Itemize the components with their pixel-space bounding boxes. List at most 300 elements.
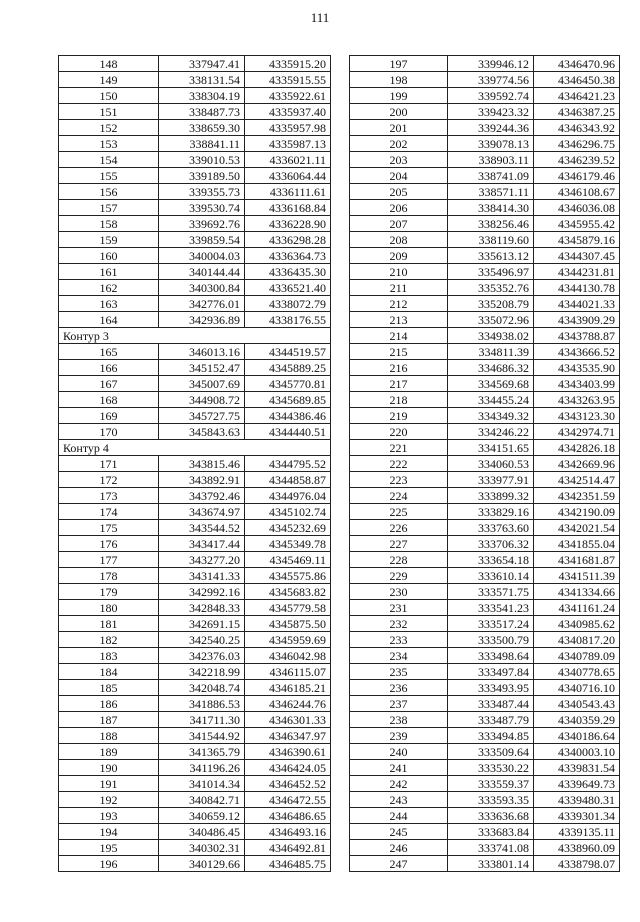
y-coordinate-cell: 4345575.86 — [245, 568, 331, 584]
y-coordinate-cell: 4345779.58 — [245, 600, 331, 616]
point-number-cell: 200 — [350, 104, 448, 120]
y-coordinate-cell: 4342669.96 — [534, 456, 620, 472]
x-coordinate-cell: 342048.74 — [159, 680, 245, 696]
table-row — [350, 824, 620, 840]
y-coordinate-cell: 4335922.61 — [245, 88, 331, 104]
table-row — [59, 472, 331, 488]
x-coordinate-cell: 345727.75 — [159, 408, 245, 424]
y-coordinate-cell: 4346301.33 — [245, 712, 331, 728]
point-number-cell: 234 — [350, 648, 448, 664]
contour-header-row — [59, 440, 331, 456]
y-coordinate-cell: 4346036.08 — [534, 200, 620, 216]
point-number-cell: 192 — [59, 792, 159, 808]
x-coordinate-cell: 335352.76 — [448, 280, 534, 296]
x-coordinate-cell: 342848.33 — [159, 600, 245, 616]
point-number-cell: 190 — [59, 760, 159, 776]
y-coordinate-cell: 4342514.47 — [534, 472, 620, 488]
x-coordinate-cell: 333517.24 — [448, 616, 534, 632]
y-coordinate-cell: 4346390.61 — [245, 744, 331, 760]
table-row — [59, 392, 331, 408]
point-number-cell: 225 — [350, 504, 448, 520]
table-row — [350, 344, 620, 360]
x-coordinate-cell: 333500.79 — [448, 632, 534, 648]
y-coordinate-cell: 4346239.52 — [534, 152, 620, 168]
point-number-cell: 226 — [350, 520, 448, 536]
x-coordinate-cell: 341711.30 — [159, 712, 245, 728]
point-number-cell: 161 — [59, 264, 159, 280]
y-coordinate-cell: 4344386.46 — [245, 408, 331, 424]
point-number-cell: 232 — [350, 616, 448, 632]
table-row — [350, 552, 620, 568]
x-coordinate-cell: 345152.47 — [159, 360, 245, 376]
table-row — [59, 264, 331, 280]
x-coordinate-cell: 333487.44 — [448, 696, 534, 712]
point-number-cell: 191 — [59, 776, 159, 792]
table-row — [59, 488, 331, 504]
point-number-cell: 169 — [59, 408, 159, 424]
y-coordinate-cell: 4341511.39 — [534, 568, 620, 584]
y-coordinate-cell: 4345879.16 — [534, 232, 620, 248]
y-coordinate-cell: 4336111.61 — [245, 184, 331, 200]
x-coordinate-cell: 335072.96 — [448, 312, 534, 328]
y-coordinate-cell: 4344307.45 — [534, 248, 620, 264]
table-row — [59, 824, 331, 840]
point-number-cell: 171 — [59, 456, 159, 472]
table-row — [350, 792, 620, 808]
x-coordinate-cell: 342776.01 — [159, 296, 245, 312]
point-number-cell: 222 — [350, 456, 448, 472]
table-row — [350, 200, 620, 216]
x-coordinate-cell: 334686.32 — [448, 360, 534, 376]
table-row — [59, 648, 331, 664]
point-number-cell: 194 — [59, 824, 159, 840]
y-coordinate-cell: 4346179.46 — [534, 168, 620, 184]
x-coordinate-cell: 345007.69 — [159, 376, 245, 392]
point-number-cell: 193 — [59, 808, 159, 824]
contour-header-row — [59, 328, 331, 344]
point-number-cell: 156 — [59, 184, 159, 200]
point-number-cell: 215 — [350, 344, 448, 360]
x-coordinate-cell: 338487.73 — [159, 104, 245, 120]
x-coordinate-cell: 343792.46 — [159, 488, 245, 504]
point-number-cell: 196 — [59, 856, 159, 872]
y-coordinate-cell: 4343123.30 — [534, 408, 620, 424]
table-row — [350, 408, 620, 424]
table-row — [350, 280, 620, 296]
table-row — [350, 600, 620, 616]
point-number-cell: 205 — [350, 184, 448, 200]
x-coordinate-cell: 342376.03 — [159, 648, 245, 664]
table-row — [350, 184, 620, 200]
y-coordinate-cell: 4340716.10 — [534, 680, 620, 696]
x-coordinate-cell: 334569.68 — [448, 376, 534, 392]
y-coordinate-cell: 4340186.64 — [534, 728, 620, 744]
x-coordinate-cell: 333763.60 — [448, 520, 534, 536]
table-row — [350, 728, 620, 744]
point-number-cell: 246 — [350, 840, 448, 856]
y-coordinate-cell: 4346452.52 — [245, 776, 331, 792]
x-coordinate-cell: 335496.97 — [448, 264, 534, 280]
x-coordinate-cell: 333654.18 — [448, 552, 534, 568]
y-coordinate-cell: 4335915.20 — [245, 56, 331, 72]
point-number-cell: 160 — [59, 248, 159, 264]
table-row — [350, 776, 620, 792]
x-coordinate-cell: 339530.74 — [159, 200, 245, 216]
x-coordinate-cell: 333636.68 — [448, 808, 534, 824]
table-row — [350, 712, 620, 728]
y-coordinate-cell: 4336064.44 — [245, 168, 331, 184]
point-number-cell: 238 — [350, 712, 448, 728]
point-number-cell: 208 — [350, 232, 448, 248]
point-number-cell: 183 — [59, 648, 159, 664]
point-number-cell: 177 — [59, 552, 159, 568]
table-row — [350, 136, 620, 152]
x-coordinate-cell: 338119.60 — [448, 232, 534, 248]
y-coordinate-cell: 4343788.87 — [534, 328, 620, 344]
table-row — [350, 264, 620, 280]
x-coordinate-cell: 339244.36 — [448, 120, 534, 136]
point-number-cell: 168 — [59, 392, 159, 408]
x-coordinate-cell: 342936.89 — [159, 312, 245, 328]
table-row — [350, 520, 620, 536]
point-number-cell: 220 — [350, 424, 448, 440]
y-coordinate-cell: 4344858.87 — [245, 472, 331, 488]
table-row — [59, 152, 331, 168]
y-coordinate-cell: 4346343.92 — [534, 120, 620, 136]
point-number-cell: 189 — [59, 744, 159, 760]
point-number-cell: 165 — [59, 344, 159, 360]
y-coordinate-cell: 4336435.30 — [245, 264, 331, 280]
x-coordinate-cell: 340129.66 — [159, 856, 245, 872]
point-number-cell: 188 — [59, 728, 159, 744]
y-coordinate-cell: 4335987.13 — [245, 136, 331, 152]
x-coordinate-cell: 338131.54 — [159, 72, 245, 88]
y-coordinate-cell: 4344231.81 — [534, 264, 620, 280]
x-coordinate-cell: 338841.11 — [159, 136, 245, 152]
point-number-cell: 195 — [59, 840, 159, 856]
table-row — [350, 216, 620, 232]
x-coordinate-cell: 340486.45 — [159, 824, 245, 840]
point-number-cell: 223 — [350, 472, 448, 488]
point-number-cell: 162 — [59, 280, 159, 296]
x-coordinate-cell: 340004.03 — [159, 248, 245, 264]
x-coordinate-cell: 333530.22 — [448, 760, 534, 776]
point-number-cell: 206 — [350, 200, 448, 216]
table-row — [59, 456, 331, 472]
table-row — [59, 808, 331, 824]
table-row — [59, 760, 331, 776]
point-number-cell: 151 — [59, 104, 159, 120]
y-coordinate-cell: 4346472.55 — [245, 792, 331, 808]
y-coordinate-cell: 4338072.79 — [245, 296, 331, 312]
point-number-cell: 235 — [350, 664, 448, 680]
table-row — [350, 120, 620, 136]
point-number-cell: 199 — [350, 88, 448, 104]
x-coordinate-cell: 333829.16 — [448, 504, 534, 520]
y-coordinate-cell: 4342021.54 — [534, 520, 620, 536]
x-coordinate-cell: 339355.73 — [159, 184, 245, 200]
point-number-cell: 187 — [59, 712, 159, 728]
y-coordinate-cell: 4346296.75 — [534, 136, 620, 152]
x-coordinate-cell: 335208.79 — [448, 296, 534, 312]
table-row — [59, 168, 331, 184]
y-coordinate-cell: 4340985.62 — [534, 616, 620, 632]
x-coordinate-cell: 339078.13 — [448, 136, 534, 152]
y-coordinate-cell: 4336521.40 — [245, 280, 331, 296]
table-row — [59, 184, 331, 200]
point-number-cell: 184 — [59, 664, 159, 680]
table-row — [59, 536, 331, 552]
y-coordinate-cell: 4340778.65 — [534, 664, 620, 680]
y-coordinate-cell: 4346244.76 — [245, 696, 331, 712]
point-number-cell: 227 — [350, 536, 448, 552]
page-number: 111 — [310, 10, 330, 25]
x-coordinate-cell: 339010.53 — [159, 152, 245, 168]
point-number-cell: 157 — [59, 200, 159, 216]
table-row — [350, 168, 620, 184]
y-coordinate-cell: 4343666.52 — [534, 344, 620, 360]
point-number-cell: 198 — [350, 72, 448, 88]
point-number-cell: 148 — [59, 56, 159, 72]
table-row — [59, 600, 331, 616]
point-number-cell: 175 — [59, 520, 159, 536]
y-coordinate-cell: 4341855.04 — [534, 536, 620, 552]
y-coordinate-cell: 4340789.09 — [534, 648, 620, 664]
table-row — [59, 248, 331, 264]
y-coordinate-cell: 4339480.31 — [534, 792, 620, 808]
table-row — [59, 408, 331, 424]
table-row — [350, 696, 620, 712]
x-coordinate-cell: 335613.12 — [448, 248, 534, 264]
point-number-cell: 201 — [350, 120, 448, 136]
table-row — [59, 312, 331, 328]
point-number-cell: 152 — [59, 120, 159, 136]
table-row — [350, 664, 620, 680]
x-coordinate-cell: 333706.32 — [448, 536, 534, 552]
table-row — [350, 88, 620, 104]
point-number-cell: 158 — [59, 216, 159, 232]
y-coordinate-cell: 4345349.78 — [245, 536, 331, 552]
point-number-cell: 181 — [59, 616, 159, 632]
point-number-cell: 209 — [350, 248, 448, 264]
point-number-cell: 203 — [350, 152, 448, 168]
table-row — [59, 792, 331, 808]
table-row — [350, 440, 620, 456]
x-coordinate-cell: 333498.64 — [448, 648, 534, 664]
x-coordinate-cell: 333497.84 — [448, 664, 534, 680]
y-coordinate-cell: 4343403.99 — [534, 376, 620, 392]
point-number-cell: 241 — [350, 760, 448, 776]
table-row — [350, 232, 620, 248]
table-row — [59, 504, 331, 520]
table-row — [59, 72, 331, 88]
y-coordinate-cell: 4342190.09 — [534, 504, 620, 520]
x-coordinate-cell: 344908.72 — [159, 392, 245, 408]
y-coordinate-cell: 4344519.57 — [245, 344, 331, 360]
contour-label: Контур 4 — [59, 440, 331, 456]
table-row — [59, 776, 331, 792]
point-number-cell: 167 — [59, 376, 159, 392]
table-row — [59, 696, 331, 712]
point-number-cell: 186 — [59, 696, 159, 712]
y-coordinate-cell: 4346486.65 — [245, 808, 331, 824]
y-coordinate-cell: 4346185.21 — [245, 680, 331, 696]
y-coordinate-cell: 4336364.73 — [245, 248, 331, 264]
table-row — [59, 520, 331, 536]
table-row — [350, 680, 620, 696]
table-row — [59, 840, 331, 856]
y-coordinate-cell: 4343263.95 — [534, 392, 620, 408]
point-number-cell: 231 — [350, 600, 448, 616]
coordinates-table-right — [349, 55, 620, 872]
y-coordinate-cell: 4341334.66 — [534, 584, 620, 600]
x-coordinate-cell: 346013.16 — [159, 344, 245, 360]
table-row — [350, 760, 620, 776]
table-row — [350, 328, 620, 344]
y-coordinate-cell: 4345102.74 — [245, 504, 331, 520]
y-coordinate-cell: 4342974.71 — [534, 424, 620, 440]
x-coordinate-cell: 340144.44 — [159, 264, 245, 280]
x-coordinate-cell: 333559.37 — [448, 776, 534, 792]
y-coordinate-cell: 4344440.51 — [245, 424, 331, 440]
x-coordinate-cell: 337947.41 — [159, 56, 245, 72]
table-row — [350, 296, 620, 312]
y-coordinate-cell: 4339831.54 — [534, 760, 620, 776]
x-coordinate-cell: 342540.25 — [159, 632, 245, 648]
x-coordinate-cell: 341365.79 — [159, 744, 245, 760]
x-coordinate-cell: 342992.16 — [159, 584, 245, 600]
y-coordinate-cell: 4344130.78 — [534, 280, 620, 296]
y-coordinate-cell: 4335937.40 — [245, 104, 331, 120]
y-coordinate-cell: 4338960.09 — [534, 840, 620, 856]
y-coordinate-cell: 4345232.69 — [245, 520, 331, 536]
x-coordinate-cell: 341014.34 — [159, 776, 245, 792]
table-row — [350, 648, 620, 664]
y-coordinate-cell: 4346485.75 — [245, 856, 331, 872]
x-coordinate-cell: 343544.52 — [159, 520, 245, 536]
x-coordinate-cell: 333487.79 — [448, 712, 534, 728]
table-row — [350, 472, 620, 488]
x-coordinate-cell: 333509.64 — [448, 744, 534, 760]
table-row — [59, 712, 331, 728]
y-coordinate-cell: 4343535.90 — [534, 360, 620, 376]
x-coordinate-cell: 339592.74 — [448, 88, 534, 104]
y-coordinate-cell: 4339649.73 — [534, 776, 620, 792]
table-row — [350, 504, 620, 520]
point-number-cell: 172 — [59, 472, 159, 488]
point-number-cell: 180 — [59, 600, 159, 616]
point-number-cell: 213 — [350, 312, 448, 328]
table-row — [350, 104, 620, 120]
x-coordinate-cell: 338741.09 — [448, 168, 534, 184]
point-number-cell: 217 — [350, 376, 448, 392]
y-coordinate-cell: 4345683.82 — [245, 584, 331, 600]
point-number-cell: 202 — [350, 136, 448, 152]
y-coordinate-cell: 4346115.07 — [245, 664, 331, 680]
x-coordinate-cell: 334811.39 — [448, 344, 534, 360]
point-number-cell: 174 — [59, 504, 159, 520]
y-coordinate-cell: 4346387.25 — [534, 104, 620, 120]
x-coordinate-cell: 340300.84 — [159, 280, 245, 296]
x-coordinate-cell: 334349.32 — [448, 408, 534, 424]
x-coordinate-cell: 338414.30 — [448, 200, 534, 216]
point-number-cell: 163 — [59, 296, 159, 312]
y-coordinate-cell: 4346347.97 — [245, 728, 331, 744]
point-number-cell: 166 — [59, 360, 159, 376]
point-number-cell: 229 — [350, 568, 448, 584]
y-coordinate-cell: 4342351.59 — [534, 488, 620, 504]
y-coordinate-cell: 4336021.11 — [245, 152, 331, 168]
x-coordinate-cell: 343141.33 — [159, 568, 245, 584]
y-coordinate-cell: 4341161.24 — [534, 600, 620, 616]
table-row — [350, 744, 620, 760]
x-coordinate-cell: 341886.53 — [159, 696, 245, 712]
y-coordinate-cell: 4338176.55 — [245, 312, 331, 328]
point-number-cell: 149 — [59, 72, 159, 88]
point-number-cell: 245 — [350, 824, 448, 840]
y-coordinate-cell: 4335915.55 — [245, 72, 331, 88]
point-number-cell: 173 — [59, 488, 159, 504]
table-row — [350, 424, 620, 440]
table-row — [59, 552, 331, 568]
point-number-cell: 224 — [350, 488, 448, 504]
x-coordinate-cell: 340659.12 — [159, 808, 245, 824]
table-row — [350, 312, 620, 328]
point-number-cell: 214 — [350, 328, 448, 344]
x-coordinate-cell: 341544.92 — [159, 728, 245, 744]
y-coordinate-cell: 4346493.16 — [245, 824, 331, 840]
table-row — [59, 360, 331, 376]
x-coordinate-cell: 333541.23 — [448, 600, 534, 616]
y-coordinate-cell: 4345875.50 — [245, 616, 331, 632]
x-coordinate-cell: 333610.14 — [448, 568, 534, 584]
table-row — [350, 360, 620, 376]
contour-label: Контур 3 — [59, 328, 331, 344]
point-number-cell: 236 — [350, 680, 448, 696]
table-row — [59, 120, 331, 136]
x-coordinate-cell: 343815.46 — [159, 456, 245, 472]
table-row — [59, 56, 331, 72]
table-row — [59, 568, 331, 584]
point-number-cell: 159 — [59, 232, 159, 248]
x-coordinate-cell: 334151.65 — [448, 440, 534, 456]
point-number-cell: 154 — [59, 152, 159, 168]
x-coordinate-cell: 333683.84 — [448, 824, 534, 840]
point-number-cell: 153 — [59, 136, 159, 152]
table-row — [59, 296, 331, 312]
x-coordinate-cell: 333801.14 — [448, 856, 534, 872]
y-coordinate-cell: 4340003.10 — [534, 744, 620, 760]
y-coordinate-cell: 4335957.98 — [245, 120, 331, 136]
y-coordinate-cell: 4345689.85 — [245, 392, 331, 408]
x-coordinate-cell: 345843.63 — [159, 424, 245, 440]
x-coordinate-cell: 343674.97 — [159, 504, 245, 520]
y-coordinate-cell: 4344976.04 — [245, 488, 331, 504]
x-coordinate-cell: 339692.76 — [159, 216, 245, 232]
y-coordinate-cell: 4345955.42 — [534, 216, 620, 232]
table-row — [350, 376, 620, 392]
point-number-cell: 233 — [350, 632, 448, 648]
x-coordinate-cell: 333593.35 — [448, 792, 534, 808]
point-number-cell: 237 — [350, 696, 448, 712]
point-number-cell: 216 — [350, 360, 448, 376]
table-row — [59, 216, 331, 232]
table-row — [350, 456, 620, 472]
point-number-cell: 228 — [350, 552, 448, 568]
point-number-cell: 170 — [59, 424, 159, 440]
x-coordinate-cell: 333977.91 — [448, 472, 534, 488]
point-number-cell: 244 — [350, 808, 448, 824]
